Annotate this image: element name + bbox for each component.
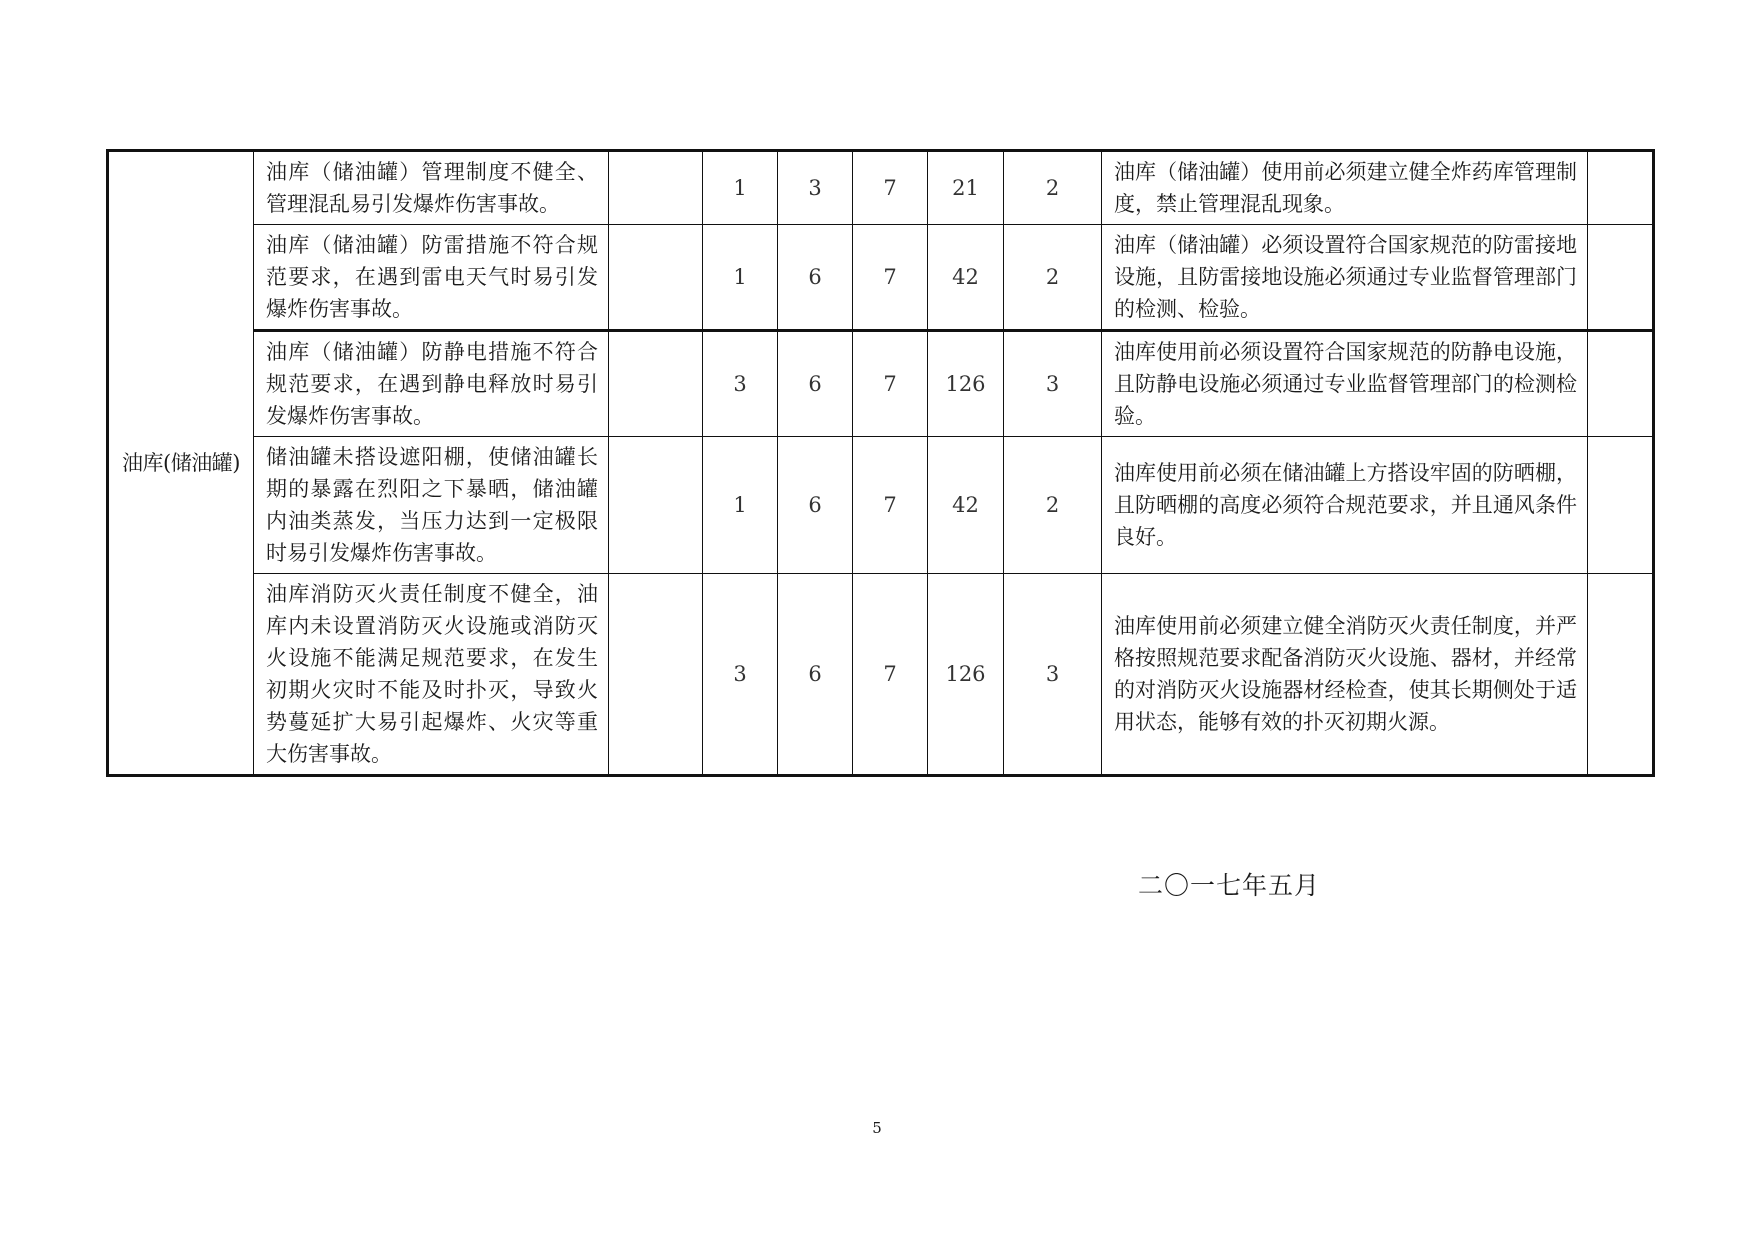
score-c: 7 (853, 437, 928, 574)
hazard-description: 储油罐未搭设遮阳棚，使储油罐长期的暴露在烈阳之下暴晒，储油罐内油类蒸发，当压力达到一定极限时易引发爆炸伤害事故。 (254, 437, 609, 574)
blank-cell (609, 437, 703, 574)
score-d: 42 (928, 225, 1004, 331)
risk-level: 2 (1004, 225, 1102, 331)
control-measure: 油库使用前必须在储油罐上方搭设牢固的防晒棚，且防晒棚的高度必须符合规范要求，并且通风条件良好。 (1102, 437, 1588, 574)
risk-level: 3 (1004, 331, 1102, 437)
score-e: 6 (778, 574, 853, 776)
risk-level: 2 (1004, 151, 1102, 225)
control-measure: 油库（储油罐）必须设置符合国家规范的防雷接地设施，且防雷接地设施必须通过专业监督管理部门的检测、检验。 (1102, 225, 1588, 331)
score-d: 126 (928, 574, 1004, 776)
hazard-area-cell: 油库(储油罐) (108, 151, 254, 776)
table-row (108, 574, 1654, 776)
score-l: 1 (703, 225, 778, 331)
score-c: 7 (853, 574, 928, 776)
control-measure: 油库使用前必须建立健全消防灭火责任制度，并严格按照规范要求配备消防灭火设施、器材，并经常的对消防灭火设施器材经检查，使其长期侧处于适用状态，能够有效的扑灭初期火源。 (1102, 574, 1588, 776)
score-c: 7 (853, 331, 928, 437)
remarks-cell (1588, 225, 1654, 331)
risk-level: 2 (1004, 437, 1102, 574)
score-e: 6 (778, 331, 853, 437)
remarks-cell (1588, 437, 1654, 574)
score-e: 6 (778, 225, 853, 331)
blank-cell (609, 151, 703, 225)
hazard-description: 油库（储油罐）管理制度不健全、管理混乱易引发爆炸伤害事故。 (254, 151, 609, 225)
score-l: 1 (703, 437, 778, 574)
score-l: 3 (703, 331, 778, 437)
score-d: 21 (928, 151, 1004, 225)
document-date: 二〇一七年五月 (1138, 871, 1321, 900)
table-row (108, 331, 1654, 437)
risk-level: 3 (1004, 574, 1102, 776)
blank-cell (609, 331, 703, 437)
blank-cell (609, 574, 703, 776)
remarks-cell (1588, 151, 1654, 225)
blank-cell (609, 225, 703, 331)
remarks-cell (1588, 331, 1654, 437)
hazard-description: 油库（储油罐）防静电措施不符合规范要求，在遇到静电释放时易引发爆炸伤害事故。 (254, 331, 609, 437)
score-l: 3 (703, 574, 778, 776)
table-row (108, 151, 1654, 225)
score-l: 1 (703, 151, 778, 225)
hazard-description: 油库消防灭火责任制度不健全，油库内未设置消防灭火设施或消防灭火设施不能满足规范要求，在发生初期火灾时不能及时扑灭，导致火势蔓延扩大易引起爆炸、火灾等重大伤害事故。 (254, 574, 609, 776)
remarks-cell (1588, 574, 1654, 776)
score-c: 7 (853, 151, 928, 225)
hazard-assessment-table (106, 149, 1655, 777)
score-c: 7 (853, 225, 928, 331)
control-measure: 油库使用前必须设置符合国家规范的防静电设施，且防静电设施必须通过专业监督管理部门的检测检验。 (1102, 331, 1588, 437)
score-e: 6 (778, 437, 853, 574)
score-e: 3 (778, 151, 853, 225)
score-d: 126 (928, 331, 1004, 437)
table-row (108, 225, 1654, 331)
control-measure: 油库（储油罐）使用前必须建立健全炸药库管理制度，禁止管理混乱现象。 (1102, 151, 1588, 225)
score-d: 42 (928, 437, 1004, 574)
table-row (108, 437, 1654, 574)
hazard-description: 油库（储油罐）防雷措施不符合规范要求，在遇到雷电天气时易引发爆炸伤害事故。 (254, 225, 609, 331)
page-number: 5 (872, 1119, 882, 1137)
